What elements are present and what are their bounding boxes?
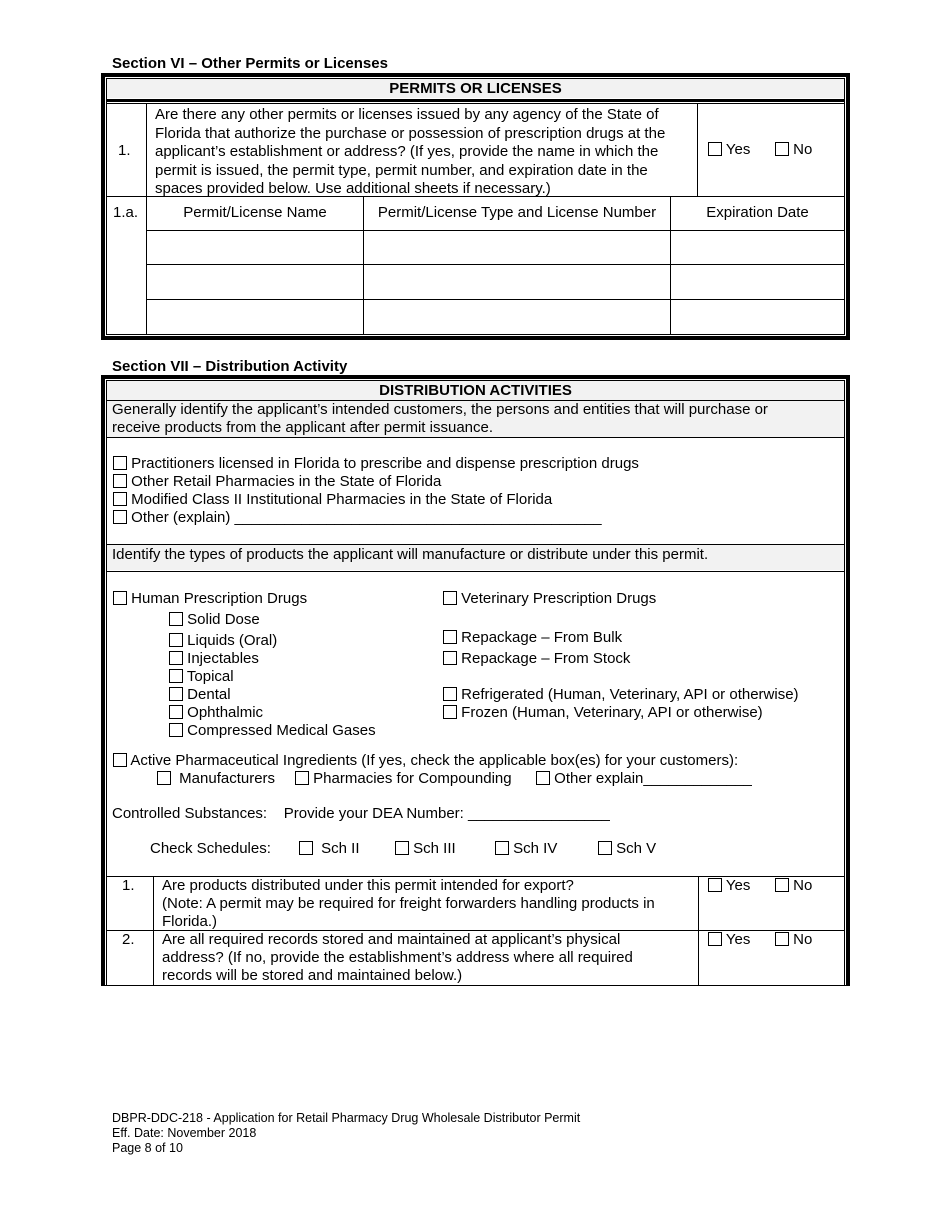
api-customer-other[interactable] bbox=[536, 770, 752, 788]
vet-rx-checkbox[interactable] bbox=[443, 591, 457, 605]
footer bbox=[112, 1111, 580, 1156]
schedule-iii-option[interactable] bbox=[395, 840, 456, 858]
customer-practitioners-checkbox[interactable] bbox=[113, 456, 127, 470]
repackage-stock[interactable] bbox=[443, 650, 630, 668]
permit-expiration-input-1[interactable] bbox=[672, 231, 843, 263]
distribution-q2-number: 2. bbox=[122, 931, 135, 948]
dental-checkbox[interactable] bbox=[169, 687, 183, 701]
ophthalmic-label: Ophthalmic bbox=[187, 704, 264, 721]
permit-name-input-1[interactable] bbox=[148, 231, 362, 263]
api-customer-manufacturers[interactable] bbox=[157, 770, 275, 788]
distribution-q2-no-option[interactable] bbox=[775, 931, 812, 949]
human-sub-injectables[interactable] bbox=[169, 650, 259, 668]
schedule-iii-checkbox[interactable] bbox=[395, 841, 409, 855]
permits-q1-no-option[interactable] bbox=[775, 141, 812, 159]
api-compounding-label: Pharmacies for Compounding bbox=[313, 770, 512, 787]
distribution-q2-line: Are all required records stored and maintained at applicant’s physical bbox=[162, 931, 621, 948]
permit-expiration-input-2[interactable] bbox=[672, 265, 843, 298]
schedule-v-option[interactable] bbox=[598, 840, 656, 858]
product-vet-rx[interactable] bbox=[443, 590, 656, 608]
refrigerated-checkbox[interactable] bbox=[443, 687, 457, 701]
schedule-iv-option[interactable] bbox=[495, 840, 557, 858]
section-7-title bbox=[112, 358, 347, 375]
dental-label: Dental bbox=[187, 686, 231, 703]
customers-intro-line: receive products from the applicant after permit issuance. bbox=[112, 419, 494, 436]
liquids-label: Liquids (Oral) bbox=[187, 632, 278, 649]
distribution-q1-yes-option[interactable] bbox=[708, 877, 750, 895]
schedule-iii-label: Sch III bbox=[413, 840, 456, 857]
permits-table-header: PERMITS OR LICENSES bbox=[389, 80, 562, 97]
api-checkbox[interactable] bbox=[113, 753, 127, 767]
distribution-q2-no-label: No bbox=[793, 931, 813, 948]
customers-intro-line: Generally identify the applicant’s intended customers, the persons and entities that will purchase or bbox=[112, 401, 768, 418]
customer-option-practitioners[interactable] bbox=[113, 455, 639, 473]
api-compounding-checkbox[interactable] bbox=[295, 771, 309, 785]
distribution-q2-yes-label: Yes bbox=[725, 931, 751, 948]
storage-refrigerated[interactable] bbox=[443, 686, 799, 704]
distribution-q1-line: (Note: A permit may be required for freight forwarders handling products in bbox=[162, 895, 655, 912]
section-7-title-suffix: – Distribution Activity bbox=[188, 358, 348, 375]
distribution-q2-yes-option[interactable] bbox=[708, 931, 750, 949]
column-permit-name: Permit/License Name bbox=[183, 204, 327, 221]
distribution-q1-line: Are products distributed under this permit intended for export? bbox=[162, 877, 574, 894]
permits-q1-line: applicant’s establishment or address? (If yes, provide the name in which the bbox=[155, 143, 659, 160]
permits-q1-yes-checkbox[interactable] bbox=[708, 142, 722, 156]
permits-q1-line: permit is issued, the permit type, permit number, and expiration date in the bbox=[155, 161, 648, 179]
controlled-substances-dea[interactable]: Controlled Substances: Provide your DEA Number: _________________ bbox=[112, 805, 610, 822]
footer-effective-date: Eff. Date: November 2018 bbox=[112, 1126, 257, 1140]
repackage-stock-label: Repackage – From Stock bbox=[461, 650, 631, 667]
customer-retail-pharmacies-checkbox[interactable] bbox=[113, 474, 127, 488]
human-rx-label: Human Prescription Drugs bbox=[131, 590, 308, 607]
frozen-checkbox[interactable] bbox=[443, 705, 457, 719]
section-6-title-suffix: – Other Permits or Licenses bbox=[184, 55, 388, 72]
api-other-label: Other explain_____________ bbox=[554, 770, 752, 787]
api-label: Active Pharmaceutical Ingredients (If yes, check the applicable box(es) for your customers): bbox=[130, 752, 739, 769]
column-expiration-date: Expiration Date bbox=[706, 204, 809, 221]
permits-q1-line: spaces provided below. Use additional sheets if necessary.) bbox=[155, 180, 551, 197]
schedules-label: Check Schedules: bbox=[150, 840, 271, 857]
distribution-q1-number: 1. bbox=[122, 877, 135, 894]
customer-option-class-ii[interactable] bbox=[113, 491, 552, 509]
permits-q1-line: Florida that authorize the purchase or possession of prescription drugs at the bbox=[155, 124, 666, 142]
repackage-bulk[interactable] bbox=[443, 629, 622, 647]
permit-expiration-input-3[interactable] bbox=[672, 300, 843, 333]
human-sub-liquids[interactable] bbox=[169, 632, 277, 650]
schedule-ii-checkbox[interactable] bbox=[299, 841, 313, 855]
api-manufacturers-checkbox[interactable] bbox=[157, 771, 171, 785]
customer-option-retail-pharmacies[interactable] bbox=[113, 473, 441, 491]
liquids-checkbox[interactable] bbox=[169, 633, 183, 647]
customers-intro bbox=[112, 401, 768, 437]
section-6-title-prefix: Section VI bbox=[112, 55, 185, 72]
distribution-q1-no-label: No bbox=[793, 877, 813, 894]
medical-gases-checkbox[interactable] bbox=[169, 723, 183, 737]
repackage-stock-checkbox[interactable] bbox=[443, 651, 457, 665]
customer-other-checkbox[interactable] bbox=[113, 510, 127, 524]
topical-checkbox[interactable] bbox=[169, 669, 183, 683]
frozen-label: Frozen (Human, Veterinary, API or otherwise) bbox=[461, 704, 763, 721]
distribution-table-header: DISTRIBUTION ACTIVITIES bbox=[379, 382, 572, 399]
distribution-q1-no-checkbox[interactable] bbox=[775, 878, 789, 892]
schedule-v-label: Sch V bbox=[616, 840, 657, 857]
section-7-title-prefix: Section VII bbox=[112, 358, 189, 375]
human-sub-medical-gases[interactable] bbox=[169, 722, 376, 740]
distribution-q2-line: records will be stored and maintained below.) bbox=[162, 967, 463, 984]
permit-type-input-3[interactable] bbox=[365, 300, 669, 333]
permits-q1-no-label: No bbox=[793, 141, 813, 158]
permit-name-input-3[interactable] bbox=[148, 300, 362, 333]
distribution-q1-no-option[interactable] bbox=[775, 877, 812, 895]
customer-other-label: Other (explain) ____________________________________________ bbox=[131, 509, 602, 526]
footer-form-title: DBPR-DDC-218 - Application for Retail Pharmacy Drug Wholesale Distributor Permit bbox=[112, 1111, 581, 1125]
footer-page-number: Page 8 of 10 bbox=[112, 1141, 183, 1155]
human-sub-ophthalmic[interactable] bbox=[169, 704, 263, 722]
human-sub-topical[interactable] bbox=[169, 668, 234, 686]
distribution-q2-line: address? (If no, provide the establishment’s address where all required bbox=[162, 949, 633, 966]
product-api[interactable] bbox=[113, 752, 738, 770]
distribution-q2-question bbox=[162, 931, 633, 985]
repackage-bulk-checkbox[interactable] bbox=[443, 630, 457, 644]
permit-name-input-2[interactable] bbox=[148, 265, 362, 298]
schedule-ii-option[interactable] bbox=[299, 840, 360, 858]
topical-label: Topical bbox=[186, 668, 234, 685]
storage-frozen[interactable] bbox=[443, 704, 763, 722]
permits-q1-number: 1. bbox=[118, 142, 131, 159]
permit-type-input-1[interactable] bbox=[365, 231, 669, 263]
customer-practitioners-label: Practitioners licensed in Florida to prescribe and dispense prescription drugs bbox=[131, 455, 639, 472]
distribution-q2-no-checkbox[interactable] bbox=[775, 932, 789, 946]
distribution-q1-line: Florida.) bbox=[162, 913, 218, 930]
injectables-checkbox[interactable] bbox=[169, 651, 183, 665]
api-customer-compounding[interactable] bbox=[295, 770, 512, 788]
vet-rx-label: Veterinary Prescription Drugs bbox=[461, 590, 657, 607]
injectables-label: Injectables bbox=[187, 650, 259, 667]
distribution-q1-question bbox=[162, 877, 655, 931]
customer-option-other[interactable] bbox=[113, 509, 602, 527]
products-prompt: Identify the types of products the applicant will manufacture or distribute under this permit. bbox=[112, 546, 709, 563]
distribution-q1-yes-label: Yes bbox=[725, 877, 751, 894]
permits-q1-yes-option[interactable] bbox=[708, 141, 750, 159]
human-rx-checkbox[interactable] bbox=[113, 591, 127, 605]
distribution-q1-yes-checkbox[interactable] bbox=[708, 878, 722, 892]
repackage-bulk-label: Repackage – From Bulk bbox=[461, 629, 623, 646]
medical-gases-label: Compressed Medical Gases bbox=[187, 722, 376, 739]
schedule-v-checkbox[interactable] bbox=[598, 841, 612, 855]
human-sub-dental[interactable] bbox=[169, 686, 231, 704]
distribution-q2-yes-checkbox[interactable] bbox=[708, 932, 722, 946]
permits-q1-no-checkbox[interactable] bbox=[775, 142, 789, 156]
permit-type-input-2[interactable] bbox=[365, 265, 669, 298]
section-6-title bbox=[112, 55, 388, 72]
solid-dose-checkbox[interactable] bbox=[169, 612, 183, 626]
column-permit-type-number: Permit/License Type and License Number bbox=[377, 204, 657, 221]
api-manufacturers-label: Manufacturers bbox=[179, 770, 276, 787]
schedule-ii-label: Sch II bbox=[321, 840, 360, 857]
solid-dose-label: Solid Dose bbox=[187, 611, 260, 628]
customer-retail-pharmacies-label: Other Retail Pharmacies in the State of Florida bbox=[131, 473, 442, 490]
permits-q1-yes-label: Yes bbox=[725, 141, 751, 158]
schedule-iv-label: Sch IV bbox=[513, 840, 558, 857]
permits-sub-number: 1.a. bbox=[113, 204, 139, 221]
product-human-rx[interactable] bbox=[113, 590, 307, 608]
refrigerated-label: Refrigerated (Human, Veterinary, API or otherwise) bbox=[461, 686, 799, 703]
customer-class-ii-checkbox[interactable] bbox=[113, 492, 127, 506]
schedule-iv-checkbox[interactable] bbox=[495, 841, 509, 855]
permits-q1-question bbox=[155, 106, 665, 199]
ophthalmic-checkbox[interactable] bbox=[169, 705, 183, 719]
permits-q1-line: Are there any other permits or licenses issued by any agency of the State of bbox=[155, 106, 659, 123]
api-other-checkbox[interactable] bbox=[536, 771, 550, 785]
human-sub-solid-dose[interactable] bbox=[169, 611, 260, 629]
customer-class-ii-label: Modified Class II Institutional Pharmacies in the State of Florida bbox=[131, 491, 553, 508]
